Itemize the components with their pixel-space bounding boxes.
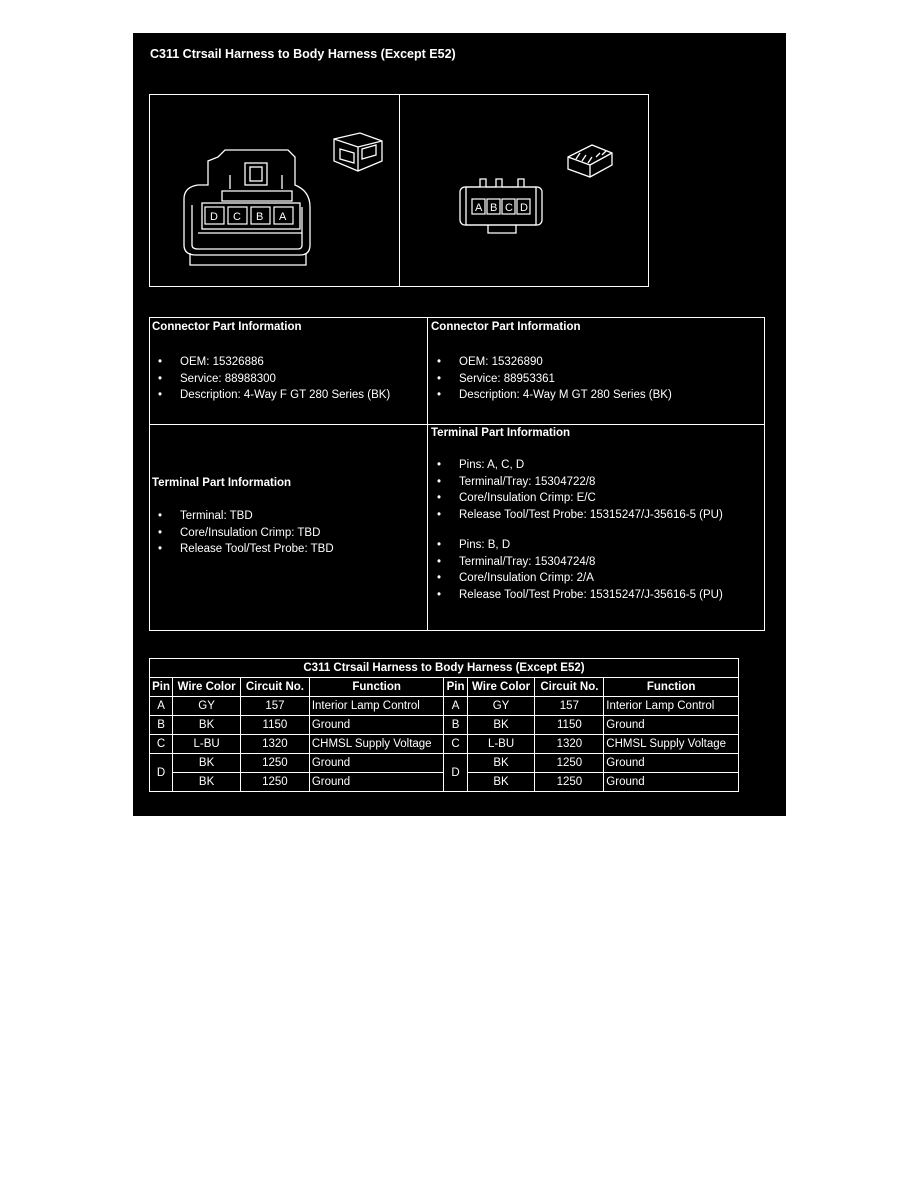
list-item: • Pins: A, C, D xyxy=(431,457,723,474)
pinout-table xyxy=(149,658,739,792)
list-item: • Description: 4-Way M GT 280 Series (BK) xyxy=(431,387,672,404)
function-cell: CHMSL Supply Voltage xyxy=(604,735,739,754)
column-header: Circuit No. xyxy=(241,678,310,697)
female-connector-illustration xyxy=(150,95,399,286)
female-pin-label: A xyxy=(279,211,287,223)
female-pin-label: C xyxy=(233,211,241,223)
column-header: Wire Color xyxy=(467,678,535,697)
pin-cell: B xyxy=(444,716,467,735)
male-pin-label: D xyxy=(520,202,528,214)
circuit-cell: 1320 xyxy=(241,735,310,754)
list-item: • Terminal/Tray: 15304724/8 xyxy=(431,554,723,571)
circuit-cell: 1250 xyxy=(535,773,604,792)
table-header-row xyxy=(150,678,739,697)
female-pin-label: B xyxy=(256,211,264,223)
function-cell: Interior Lamp Control xyxy=(604,697,739,716)
wire-color-cell: BK xyxy=(467,754,535,773)
column-header: Wire Color xyxy=(173,678,241,697)
list-item: • Core/Insulation Crimp: TBD xyxy=(152,525,334,542)
column-header: Pin xyxy=(150,678,173,697)
function-cell: Ground xyxy=(309,773,444,792)
wire-color-cell: BK xyxy=(467,773,535,792)
connector-diagram-panel xyxy=(149,94,649,287)
grid-divider xyxy=(427,318,428,630)
circuit-cell: 157 xyxy=(535,697,604,716)
connector-info-right xyxy=(431,321,672,404)
list-item: • Terminal/Tray: 15304722/8 xyxy=(431,474,723,491)
table-row xyxy=(150,735,739,754)
male-connector-illustration xyxy=(400,95,648,286)
function-cell: Ground xyxy=(604,754,739,773)
connector-info-left xyxy=(152,321,390,404)
list-item: • Service: 88953361 xyxy=(431,371,672,388)
page-title: C311 Ctrsail Harness to Body Harness (Except E52) xyxy=(150,47,456,61)
list-item: • Core/Insulation Crimp: 2/A xyxy=(431,570,723,587)
grid-divider xyxy=(150,424,764,425)
pin-cell: D xyxy=(150,754,173,792)
wire-color-cell: L-BU xyxy=(173,735,241,754)
list-item: • Core/Insulation Crimp: E/C xyxy=(431,490,723,507)
wire-color-cell: BK xyxy=(467,716,535,735)
circuit-cell: 1150 xyxy=(535,716,604,735)
part-information-grid xyxy=(149,317,765,631)
section-heading: Terminal Part Information xyxy=(431,427,571,439)
pin-cell: C xyxy=(150,735,173,754)
circuit-cell: 1150 xyxy=(241,716,310,735)
pin-cell: C xyxy=(444,735,467,754)
list-item: • Terminal: TBD xyxy=(152,508,334,525)
document-sheet xyxy=(133,33,786,816)
function-cell: Ground xyxy=(604,773,739,792)
male-pin-label: C xyxy=(505,202,513,214)
list-item: • Pins: B, D xyxy=(431,537,723,554)
function-cell: Ground xyxy=(309,754,444,773)
pin-cell: D xyxy=(444,754,467,792)
section-heading: Connector Part Information xyxy=(431,321,581,333)
circuit-cell: 157 xyxy=(241,697,310,716)
circuit-cell: 1320 xyxy=(535,735,604,754)
column-header: Pin xyxy=(444,678,467,697)
table-row xyxy=(150,697,739,716)
wire-color-cell: L-BU xyxy=(467,735,535,754)
wire-color-cell: GY xyxy=(173,697,241,716)
wire-color-cell: BK xyxy=(173,716,241,735)
function-cell: Ground xyxy=(309,716,444,735)
wire-color-cell: BK xyxy=(173,773,241,792)
male-pin-label: A xyxy=(475,202,483,214)
circuit-cell: 1250 xyxy=(241,754,310,773)
list-item: • Service: 88988300 xyxy=(152,371,390,388)
pin-cell: B xyxy=(150,716,173,735)
function-cell: Ground xyxy=(604,716,739,735)
table-row xyxy=(150,754,739,773)
section-heading: Terminal Part Information xyxy=(152,477,292,489)
circuit-cell: 1250 xyxy=(241,773,310,792)
wire-color-cell: GY xyxy=(467,697,535,716)
female-pin-label: D xyxy=(210,211,218,223)
circuit-cell: 1250 xyxy=(535,754,604,773)
section-heading: Connector Part Information xyxy=(152,321,302,333)
pin-cell: A xyxy=(150,697,173,716)
column-header: Function xyxy=(309,678,444,697)
list-item: • Release Tool/Test Probe: 15315247/J-35616-5 (PU) xyxy=(431,507,723,524)
terminal-info-left xyxy=(152,477,334,558)
function-cell: CHMSL Supply Voltage xyxy=(309,735,444,754)
pin-cell: A xyxy=(444,697,467,716)
terminal-info-right xyxy=(431,427,723,603)
function-cell: Interior Lamp Control xyxy=(309,697,444,716)
table-caption: C311 Ctrsail Harness to Body Harness (Except E52) xyxy=(150,659,739,678)
list-item: • Description: 4-Way F GT 280 Series (BK) xyxy=(152,387,390,404)
list-item: • Release Tool/Test Probe: TBD xyxy=(152,541,334,558)
list-item: • OEM: 15326886 xyxy=(152,354,390,371)
list-item: • Release Tool/Test Probe: 15315247/J-35616-5 (PU) xyxy=(431,587,723,604)
column-header: Function xyxy=(604,678,739,697)
wire-color-cell: BK xyxy=(173,754,241,773)
table-row xyxy=(150,716,739,735)
list-item: • OEM: 15326890 xyxy=(431,354,672,371)
male-pin-label: B xyxy=(490,202,498,214)
column-header: Circuit No. xyxy=(535,678,604,697)
